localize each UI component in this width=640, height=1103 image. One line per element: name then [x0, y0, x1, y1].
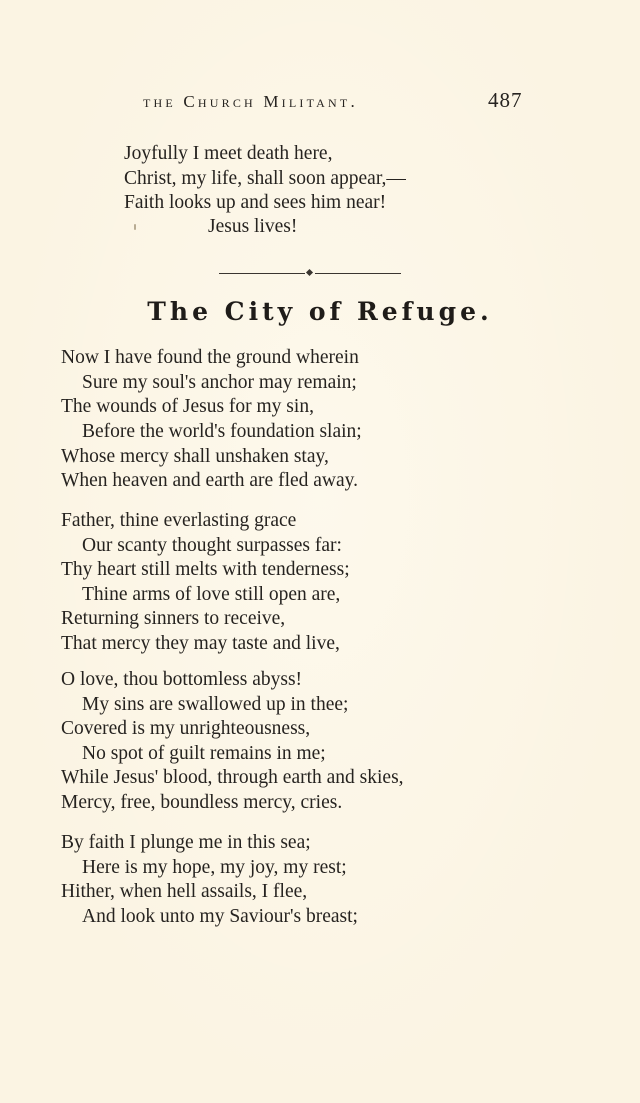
- verse-line: Christ, my life, shall soon appear,—: [124, 168, 406, 189]
- verse-line: That mercy they may taste and live,: [61, 633, 340, 654]
- verse-line: Joyfully I meet death here,: [124, 143, 333, 164]
- verse-line: Thy heart still melts with tenderness;: [61, 559, 350, 580]
- verse-line: No spot of guilt remains in me;: [82, 743, 326, 764]
- verse-line: Mercy, free, boundless mercy, cries.: [61, 792, 343, 813]
- verse-line: Returning sinners to receive,: [61, 608, 286, 629]
- divider-diamond-icon: [306, 269, 313, 276]
- poem-title: The City of Refuge.: [147, 297, 493, 326]
- verse-line: The wounds of Jesus for my sin,: [61, 396, 314, 417]
- verse-line: Jesus lives!: [208, 216, 298, 237]
- verse-line: When heaven and earth are fled away.: [61, 470, 359, 491]
- verse-line: Our scanty thought surpasses far:: [82, 535, 342, 556]
- verse-line: Thine arms of love still open are,: [82, 584, 341, 605]
- running-head: [0, 88, 640, 120]
- verse-line: Father, thine everlasting grace: [61, 510, 297, 531]
- verse-line: Faith looks up and sees him near!: [124, 192, 387, 213]
- divider-rule-right: [315, 273, 401, 274]
- verse-line: Now I have found the ground wherein: [61, 347, 359, 368]
- page-number: 487: [488, 88, 523, 112]
- verse-line: Here is my hope, my joy, my rest;: [82, 857, 347, 878]
- verse-line: Covered is my unrighteousness,: [61, 718, 311, 739]
- verse-line: While Jesus' blood, through earth and skies,: [61, 767, 404, 788]
- verse-line: Whose mercy shall unshaken stay,: [61, 446, 329, 467]
- running-title: the Church Militant.: [143, 92, 358, 111]
- verse-line: Sure my soul's anchor may remain;: [82, 372, 357, 393]
- verse-line: My sins are swallowed up in thee;: [82, 694, 349, 715]
- verse-line: Hither, when hell assails, I flee,: [61, 881, 308, 902]
- verse-line: Before the world's foundation slain;: [82, 421, 362, 442]
- divider-rule-left: [219, 273, 305, 274]
- ink-speck: [134, 224, 136, 230]
- verse-line: And look unto my Saviour's breast;: [82, 906, 358, 927]
- verse-line: By faith I plunge me in this sea;: [61, 832, 311, 853]
- section-divider: [219, 271, 401, 275]
- verse-line: O love, thou bottomless abyss!: [61, 669, 303, 690]
